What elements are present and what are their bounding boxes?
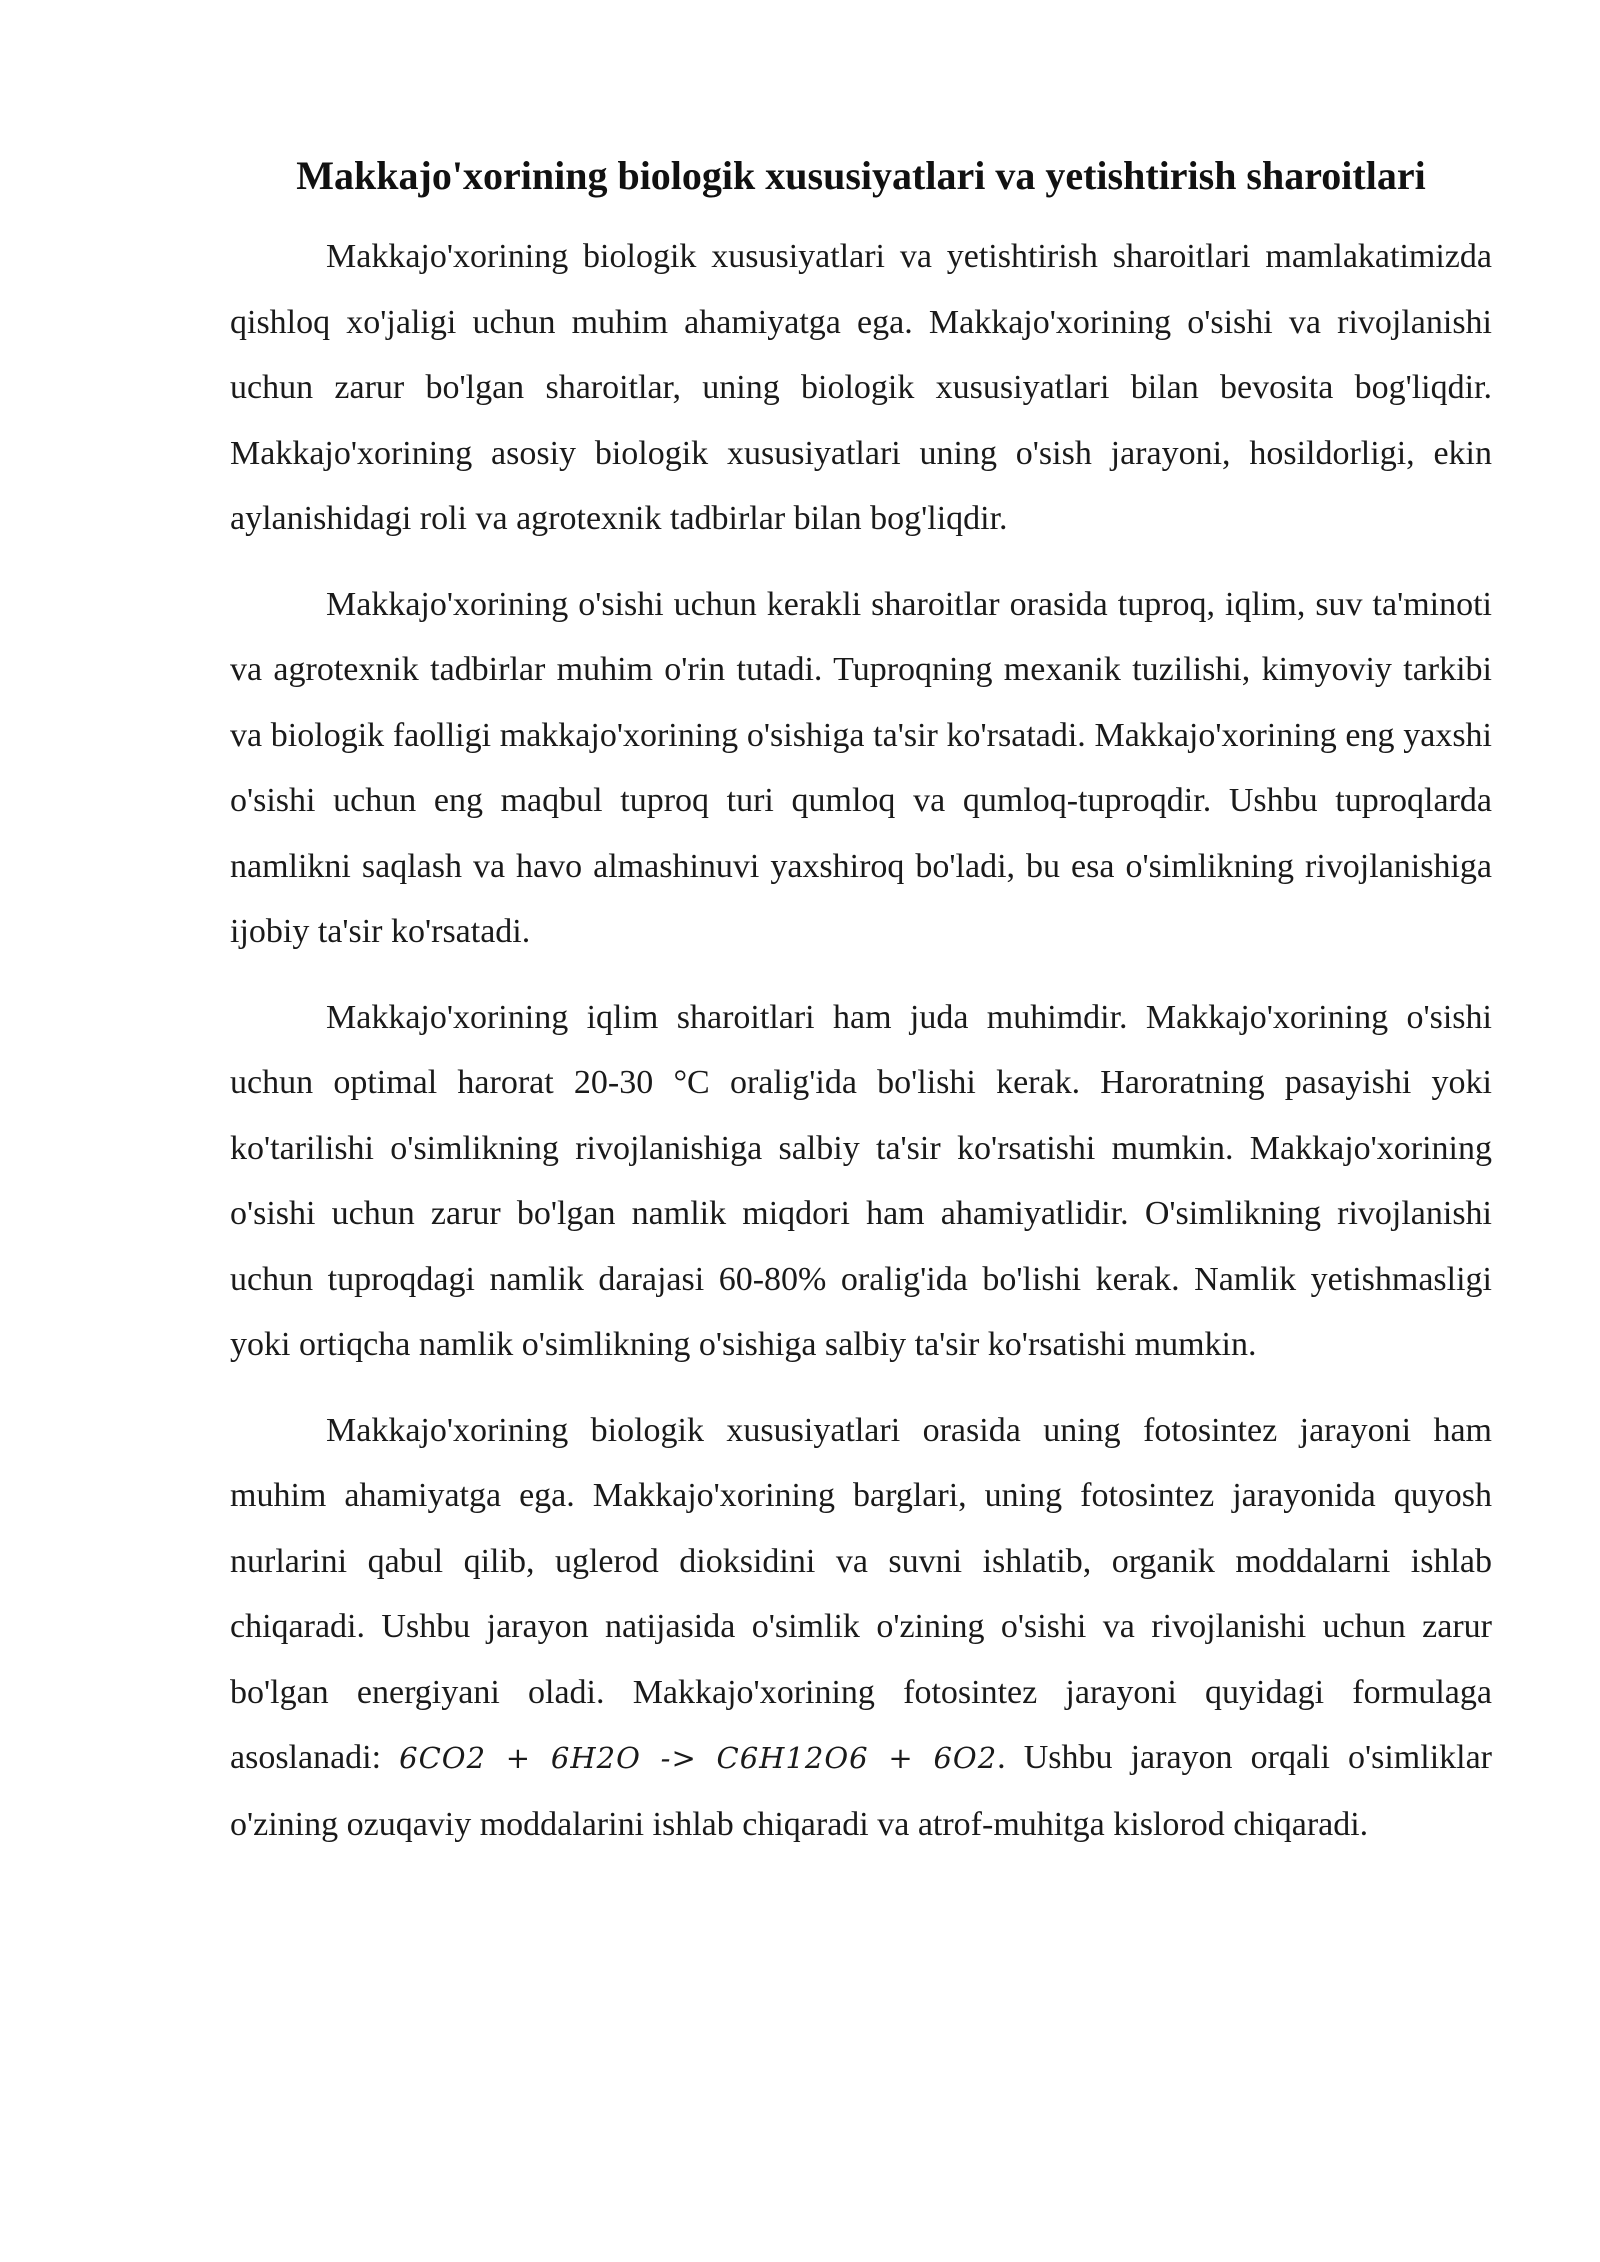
paragraph-4 <box>230 1398 1492 1858</box>
paragraph-1: Makkajo'xorining biologik xususiyatlari va yetishtirish sharoitlari mamlakatimizda qishloq xo'jaligi uchun muhim ahamiyatga ega. Makkajo'xorining o'sishi va rivojlanishi uchun zarur bo'lgan sharoitlar, uning biologik xususiyatlari bilan bevosita bog'liqdir. Makkajo'xorining asosiy biologik xususiyatlari uning o'sish jarayoni, hosildorligi, ekin aylanishidagi roli va agrotexnik tadbirlar bilan bog'liqdir. <box>230 238 1492 537</box>
paragraph-4-text: Makkajo'xorining biologik xususiyatlari orasida uning fotosintez jarayoni ham muhim ahamiyatga ega. Makkajo'xorining barglari, uning fotosintez jarayonida quyosh nurlarini qabul qilib, uglerod dioksidini va suvni ishlatib, organik moddalarni ishlab chiqaradi. Ushbu jarayon natijasida o'simlik o'zining o'sishi va rivojlanishi uchun zarur bo'lgan energiyani oladi. Makkajo'xorining fotosintez jarayoni quyidagi formulaga asoslanadi: <box>230 1411 1492 1776</box>
paragraph-3: Makkajo'xorining iqlim sharoitlari ham juda muhimdir. Makkajo'xorining o'sishi uchun optimal harorat 20-30 °C oralig'ida bo'lishi kerak. Haroratning pasayishi yoki ko'tarilishi o'simlikning rivojlanishiga salbiy ta'sir ko'rsatishi mumkin. Makkajo'xorining o'sishi uchun zarur bo'lgan namlik miqdori ham ahamiyatlidir. O'simlikning rivojlanishi uchun tuproqdagi namlik darajasi 60-80% oralig'ida bo'lishi kerak. Namlik yetishmasligi yoki ortiqcha namlik o'simlikning o'sishiga salbiy ta'sir ko'rsatishi mumkin. <box>230 998 1492 1363</box>
paragraph-4-tail: . Ushbu jarayon orqali o'simliklar o'zining ozuqaviy moddalarini ishlab chiqaradi va atrof-muhitga kislorod chiqaradi. <box>230 1739 1493 1843</box>
photosynthesis-formula: 6CO2 + 6H2O -> C6H12O6 + 6O2 <box>399 1741 998 1775</box>
document-title: Makkajo'xorining biologik xususiyatlari va yetishtirish sharoitlari <box>296 153 1426 198</box>
document-page <box>230 150 1492 1877</box>
paragraph-2: Makkajo'xorining o'sishi uchun kerakli sharoitlar orasida tuproq, iqlim, suv ta'minoti va agrotexnik tadbirlar muhim o'rin tutadi. Tuproqning mexanik tuzilishi, kimyoviy tarkibi va biologik faolligi makkajo'xorining o'sishiga ta'sir ko'rsatadi. Makkajo'xorining eng yaxshi o'sishi uchun eng maqbul tuproq turi qumloq va qumloq-tuproqdir. Ushbu tuproqlarda namlikni saqlash va havo almashinuvi yaxshiroq bo'ladi, bu esa o'simlikning rivojlanishiga ijobiy ta'sir ko'rsatadi. <box>230 585 1492 950</box>
